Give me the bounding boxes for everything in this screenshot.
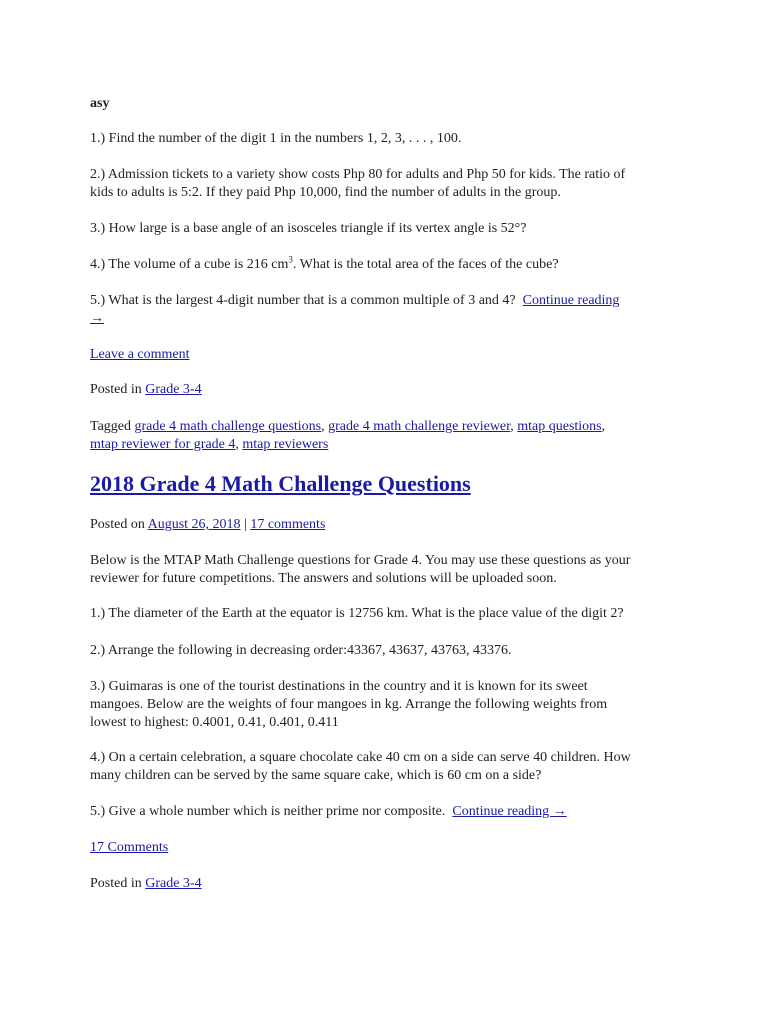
post-date-link[interactable]: August 26, 2018 <box>147 517 241 532</box>
question-5 <box>90 803 690 821</box>
question-3-line-3: lowest to highest: 0.4001, 0.41, 0.401, 0.411 <box>90 715 339 730</box>
continue-reading-arrow-link[interactable]: → <box>90 311 104 326</box>
posted-in-row <box>90 381 690 399</box>
question-1 <box>90 605 690 623</box>
question-5-text: 5.) What is the largest 4-digit number that is a common multiple of 3 and 4? <box>90 293 516 308</box>
tag-link[interactable]: mtap questions <box>517 419 602 434</box>
intro-line-1: Below is the MTAP Math Challenge questions for Grade 4. You may use these questions as your <box>90 553 631 568</box>
question-1-text: 1.) The diameter of the Earth at the equator is 12756 km. What is the place value of the digit 2? <box>90 606 624 621</box>
comments-row <box>90 839 690 857</box>
question-4-text-start: 4.) The volume of a cube is 216 cm <box>90 257 289 272</box>
continue-reading-link[interactable]: Continue reading → <box>452 804 567 819</box>
question-5-text: 5.) Give a whole number which is neither prime nor composite. <box>90 804 446 819</box>
comments-count-link[interactable]: 17 comments <box>250 517 326 532</box>
leave-comment-link[interactable]: Leave a comment <box>90 347 190 362</box>
intro-line-2: reviewer for future competitions. The answers and solutions will be uploaded soon. <box>90 571 557 586</box>
question-2 <box>90 166 690 202</box>
heading-fragment-text: asy <box>90 96 110 111</box>
comments-link[interactable]: 17 Comments <box>90 840 169 855</box>
posted-in-label: Posted in <box>90 876 142 891</box>
question-5 <box>90 292 690 328</box>
question-4 <box>90 256 690 274</box>
question-2 <box>90 642 690 660</box>
tags-row: Tagged grade 4 math challenge questions, grade 4 math challenge reviewer, mtap questions, mtap reviewer for grade 4, mtap reviewers <box>90 419 606 452</box>
continue-reading-link[interactable]: Continue reading <box>522 293 620 308</box>
cubed-superscript: 3 <box>288 254 293 265</box>
question-3-text: 3.) How large is a base angle of an isosceles triangle if its vertex angle is 52°? <box>90 221 527 236</box>
question-2-line-2: kids to adults is 5:2. If they paid Php 10,000, find the number of adults in the group. <box>90 185 561 200</box>
meta-separator: | <box>244 517 247 532</box>
question-2-text: 2.) Arrange the following in decreasing order:43367, 43637, 43763, 43376. <box>90 643 512 658</box>
tag-link[interactable]: mtap reviewer for grade 4 <box>90 437 236 452</box>
leave-comment-row <box>90 346 690 364</box>
question-3-line-2: mangoes. Below are the weights of four mangoes in kg. Arrange the following weights from <box>90 697 608 712</box>
posted-in-row <box>90 875 690 893</box>
question-3 <box>90 678 690 732</box>
posted-in-label: Posted in <box>90 382 142 397</box>
tag-link[interactable]: grade 4 math challenge questions <box>134 419 322 434</box>
category-link[interactable]: Grade 3-4 <box>145 382 202 397</box>
question-3-line-1: 3.) Guimaras is one of the tourist destinations in the country and it is known for its sweet <box>90 679 588 694</box>
posted-on-label: Posted on <box>90 517 145 532</box>
question-3 <box>90 220 690 238</box>
post-heading-fragment <box>90 95 690 113</box>
question-2-line-1: 2.) Admission tickets to a variety show costs Php 80 for adults and Php 50 for kids. The ratio of <box>90 167 626 182</box>
post-meta <box>90 516 690 534</box>
tag-link[interactable]: mtap reviewers <box>242 437 329 452</box>
post-intro <box>90 552 690 588</box>
category-link[interactable]: Grade 3-4 <box>145 876 202 891</box>
tag-link[interactable]: grade 4 math challenge reviewer <box>328 419 511 434</box>
tagged-label: Tagged <box>90 419 132 434</box>
question-4 <box>90 749 690 785</box>
question-4-line-2: many children can be served by the same square cake, which is 60 cm on a side? <box>90 768 542 783</box>
question-4-text-end: . What is the total area of the faces of the cube? <box>292 257 559 272</box>
question-4-line-1: 4.) On a certain celebration, a square chocolate cake 40 cm on a side can serve 40 children. How <box>90 750 631 765</box>
question-1-text: 1.) Find the number of the digit 1 in the numbers 1, 2, 3, . . . , 100. <box>90 131 462 146</box>
post-title-link[interactable]: 2018 Grade 4 Math Challenge Questions <box>90 471 471 496</box>
question-1 <box>90 130 690 148</box>
